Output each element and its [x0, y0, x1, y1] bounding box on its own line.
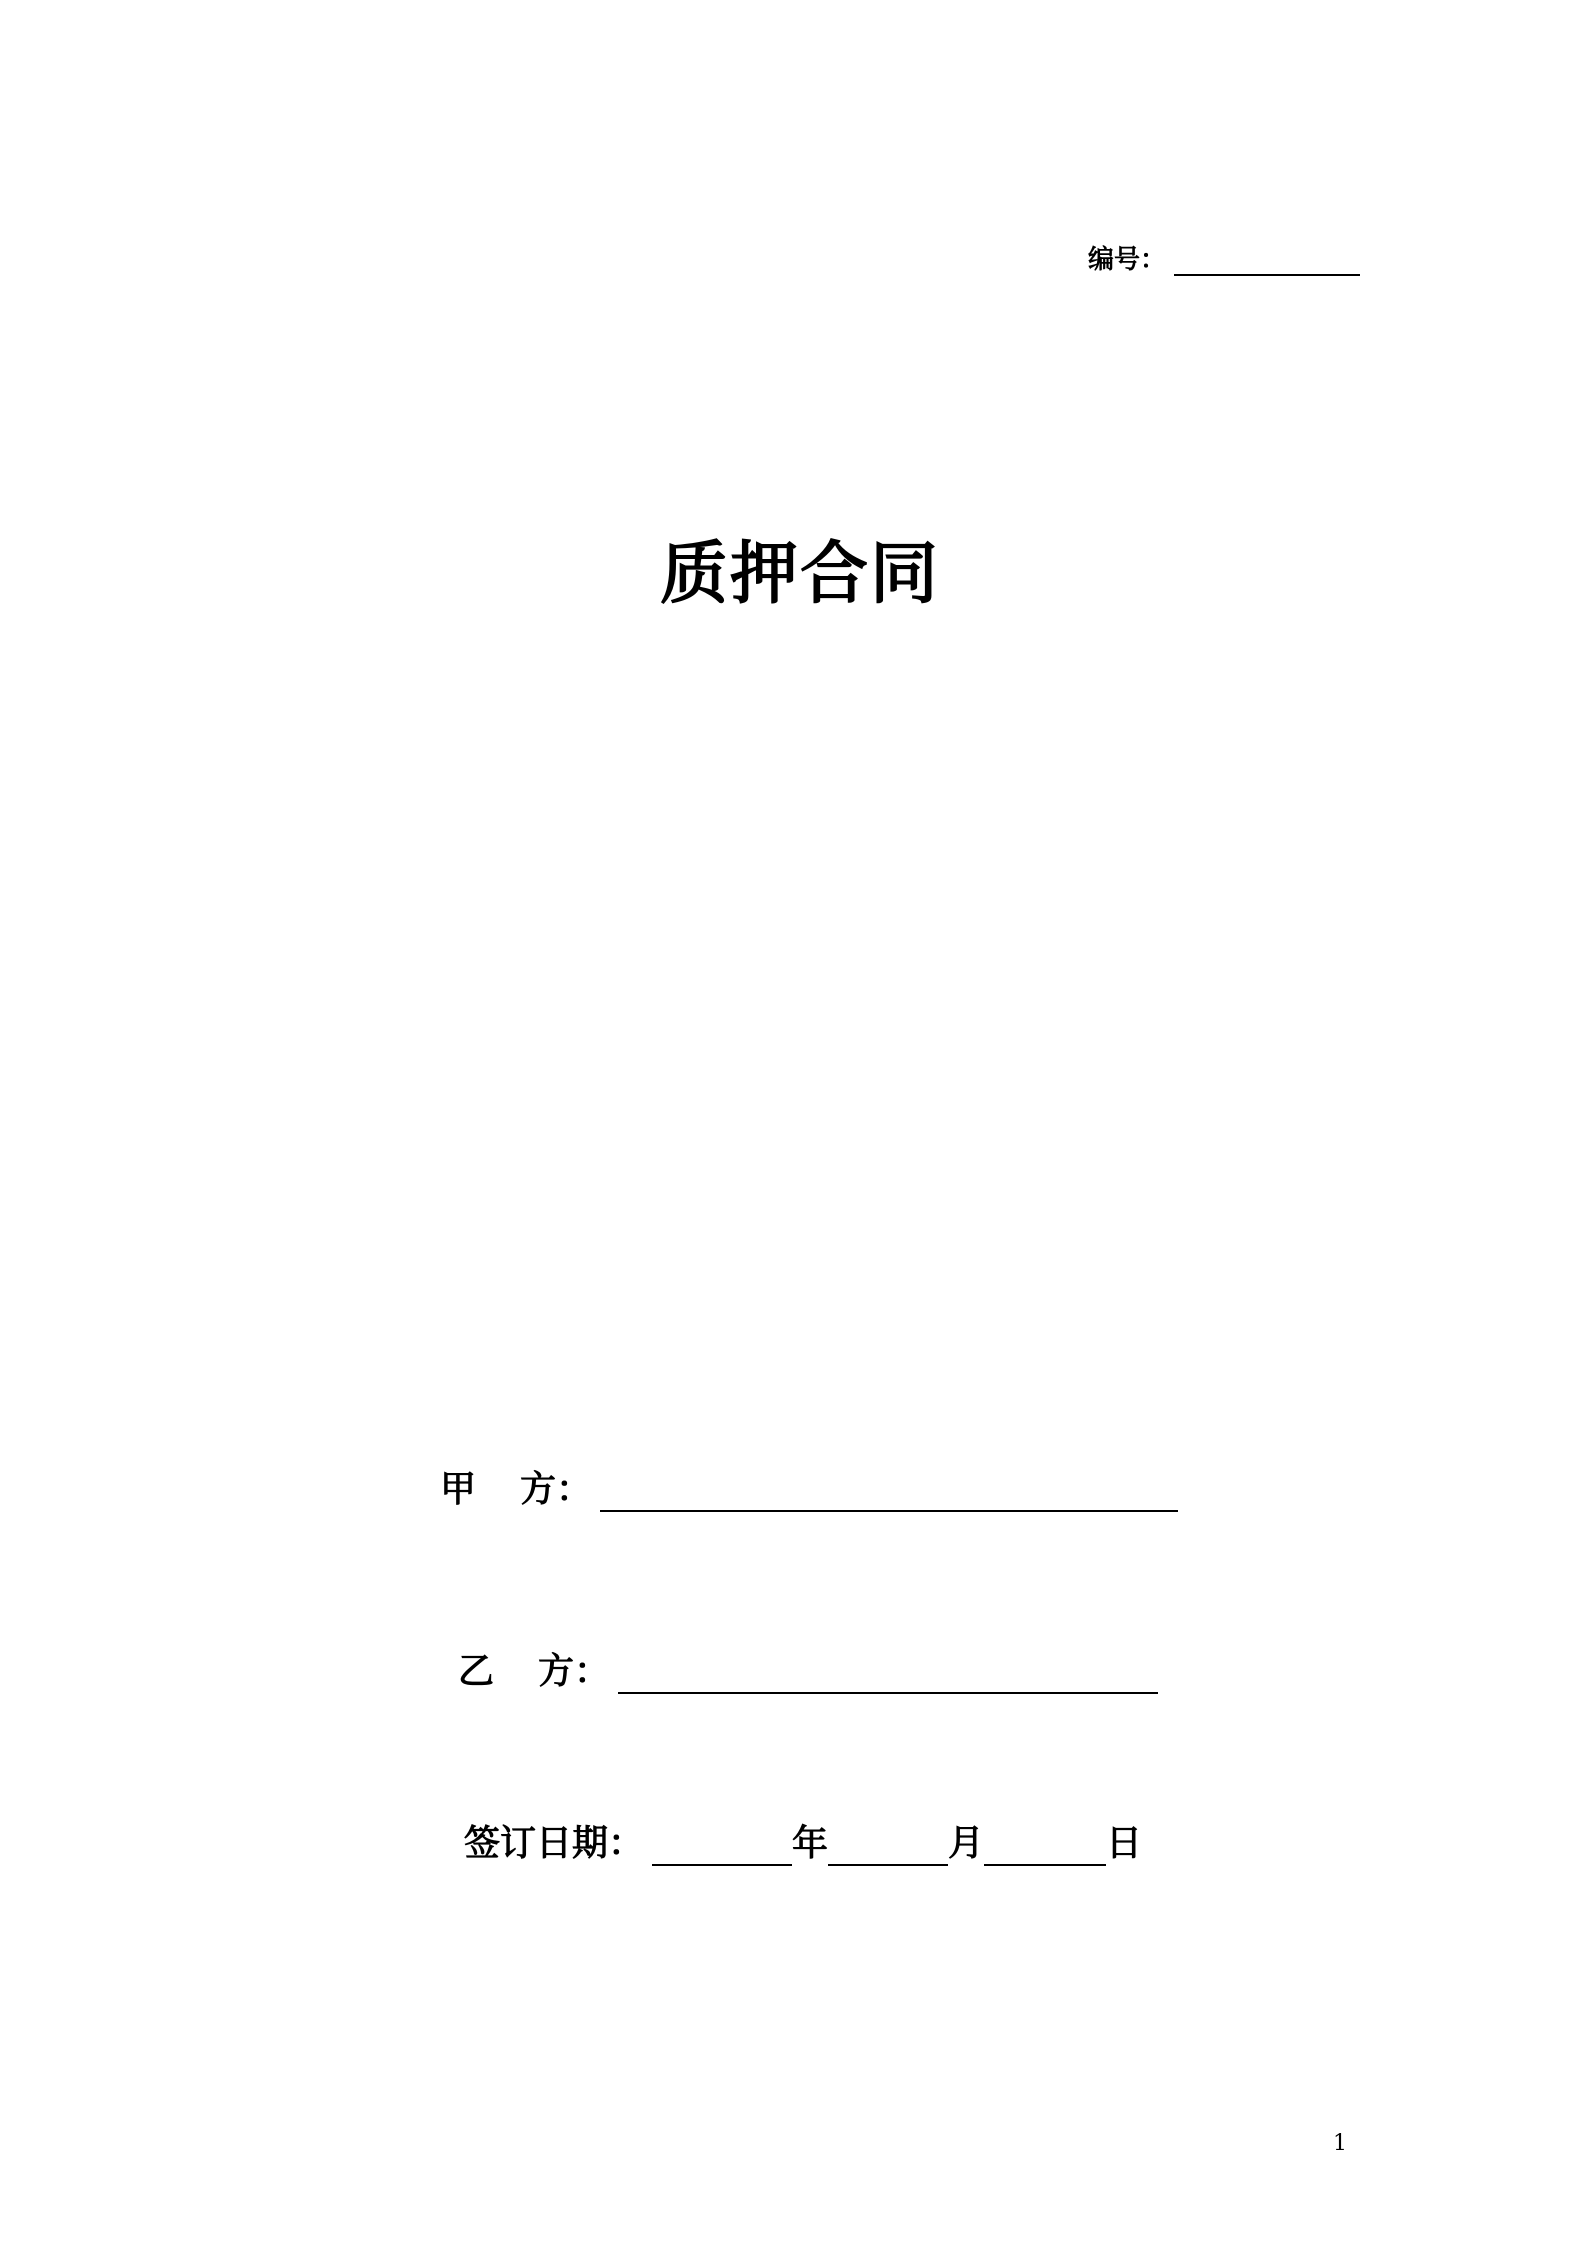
month-label: 月: [948, 1823, 985, 1864]
month-blank[interactable]: [828, 1828, 948, 1866]
party-a-blank[interactable]: [600, 1474, 1178, 1512]
day-label: 日: [1106, 1823, 1143, 1864]
party-b-row: [458, 1650, 1158, 1694]
day-blank[interactable]: [984, 1828, 1106, 1866]
party-a-label-first: 甲: [440, 1469, 477, 1510]
document-number-blank[interactable]: [1174, 246, 1360, 276]
party-b-label-second: 方：: [538, 1651, 611, 1692]
year-label: 年: [792, 1823, 829, 1864]
signing-date-label: 签订日期：: [464, 1823, 645, 1864]
party-a-row: [440, 1468, 1178, 1512]
year-blank[interactable]: [652, 1828, 792, 1866]
party-b-label-first: 乙: [458, 1651, 495, 1692]
party-b-blank[interactable]: [618, 1656, 1158, 1694]
document-number-row: [1088, 244, 1360, 276]
signing-date-row: [464, 1822, 1142, 1866]
document-number-label: 编号：: [1088, 245, 1167, 275]
party-a-label-second: 方：: [520, 1469, 593, 1510]
page-title: 质押合同: [659, 535, 940, 614]
page-number: 1: [1333, 2131, 1347, 2156]
